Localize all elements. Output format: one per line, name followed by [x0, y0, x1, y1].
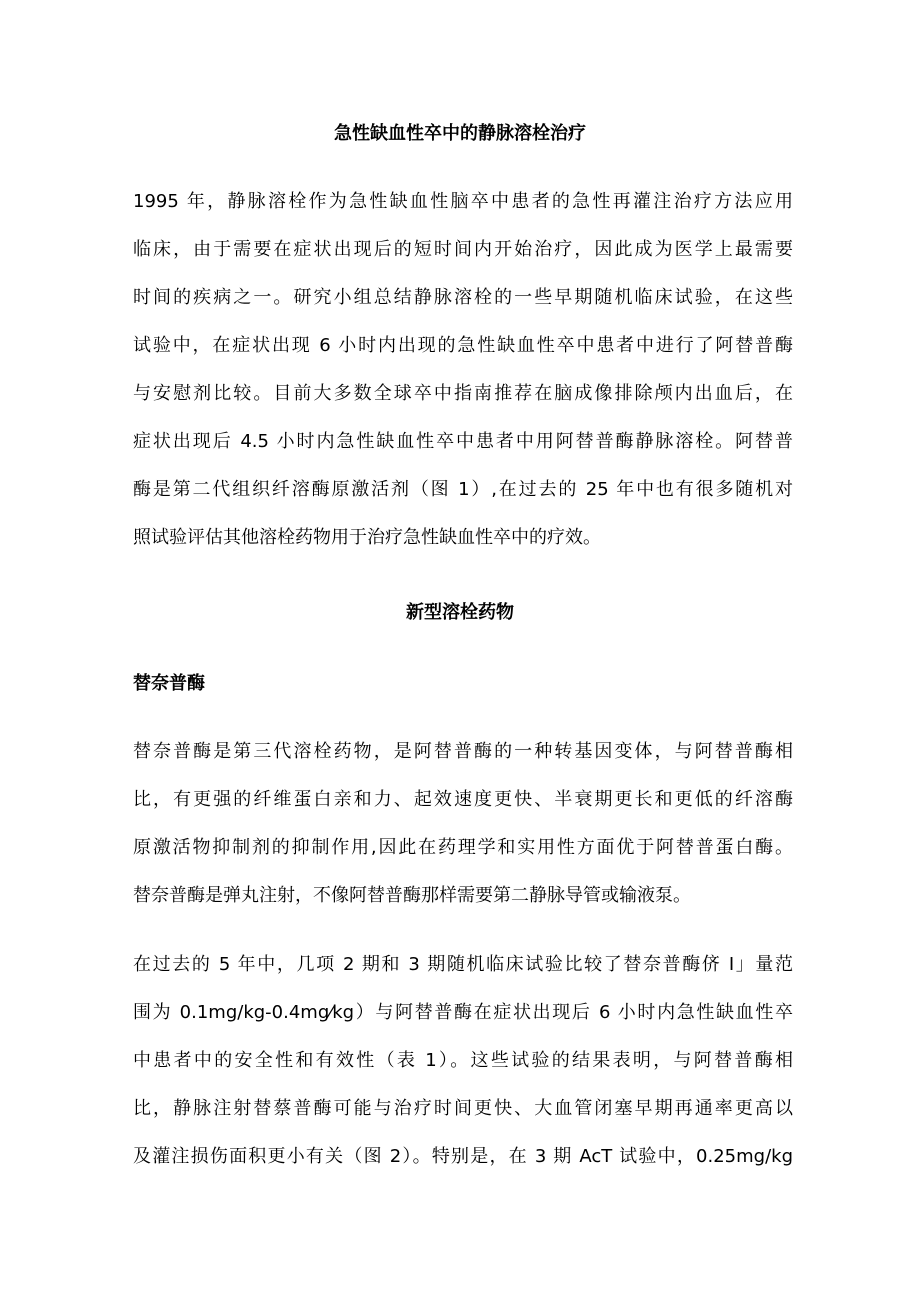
- document-title: 急性缺血性卒中的静脉溶栓治疗: [334, 123, 586, 144]
- text-line: 临床，由于需要在症状出现后的短时间内开始治疗，因此成为医学上最需要: [133, 239, 793, 260]
- text-line: 比，有更强的纤维蛋白亲和力、起效速度更快、半衰期更长和更低的纤溶酶: [133, 789, 793, 810]
- text-line: 围为 0.1mg/kg-0.4mg⁄kg）与阿替普酶在症状出现后 6 小时内急性缺血性卒: [133, 1002, 793, 1023]
- text-line: 及灌注损伤面积更小有关（图 2）。特别是，在 3 期 AcT 试验中，0.25mg/kg: [133, 1146, 793, 1167]
- section-heading: 新型溶栓药物: [406, 602, 514, 623]
- text-line: 时间的疾病之一。研究小组总结静脉溶栓的一些早期随机临床试验，在这些: [133, 287, 793, 308]
- text-line: 1995 年，静脉溶栓作为急性缺血性脑卒中患者的急性再灌注治疗方法应用: [133, 191, 793, 212]
- text-line: 比，静脉注射替蔡普酶可能与治疗时间更快、大血管闭塞早期再通率更高以: [133, 1098, 793, 1119]
- intro-paragraph: [133, 186, 793, 570]
- text-line: 酶是第二代组织纤溶酶原激活剂（图 1）,在过去的 25 年中也有很多随机对: [133, 479, 793, 500]
- text-line: 与安慰剂比较。目前大多数全球卒中指南推荐在脑成像排除颅内出血后，在: [133, 383, 793, 404]
- text-line: 替奈普酶是弹丸注射，不像阿替普酶那样需要第二静脉导管或输液泵。: [133, 885, 691, 906]
- text-line: 在过去的 5 年中，几项 2 期和 3 期随机临床试验比较了替奈普酶侪 I」量范: [133, 954, 793, 975]
- text-line: 原激活物抑制剂的抑制作用,因此在药理学和实用性方面优于阿替普蛋白酶。: [133, 837, 793, 858]
- text-line: 试验中，在症状出现 6 小时内出现的急性缺血性卒中患者中进行了阿替普酶: [133, 335, 793, 356]
- text-line: 症状出现后 4.5 小时内急性缺血性卒中患者中用阿替普酶静脉溶栓。阿替普: [133, 431, 793, 452]
- tenecteplase-paragraph: [133, 736, 793, 928]
- trials-paragraph: [133, 949, 793, 1189]
- text-line: 照试验评估其他溶栓药物用于治疗急性缺血性卒中的疗效。: [133, 527, 601, 548]
- text-line: 中患者中的安全性和有效性（表 1）。这些试验的结果表明，与阿替普酶相: [133, 1050, 793, 1071]
- subsection-heading: 替奈普酶: [133, 673, 205, 694]
- text-line: 替奈普酶是第三代溶栓药物，是阿替普酶的一种转基因变体，与阿替普酶相: [133, 741, 793, 762]
